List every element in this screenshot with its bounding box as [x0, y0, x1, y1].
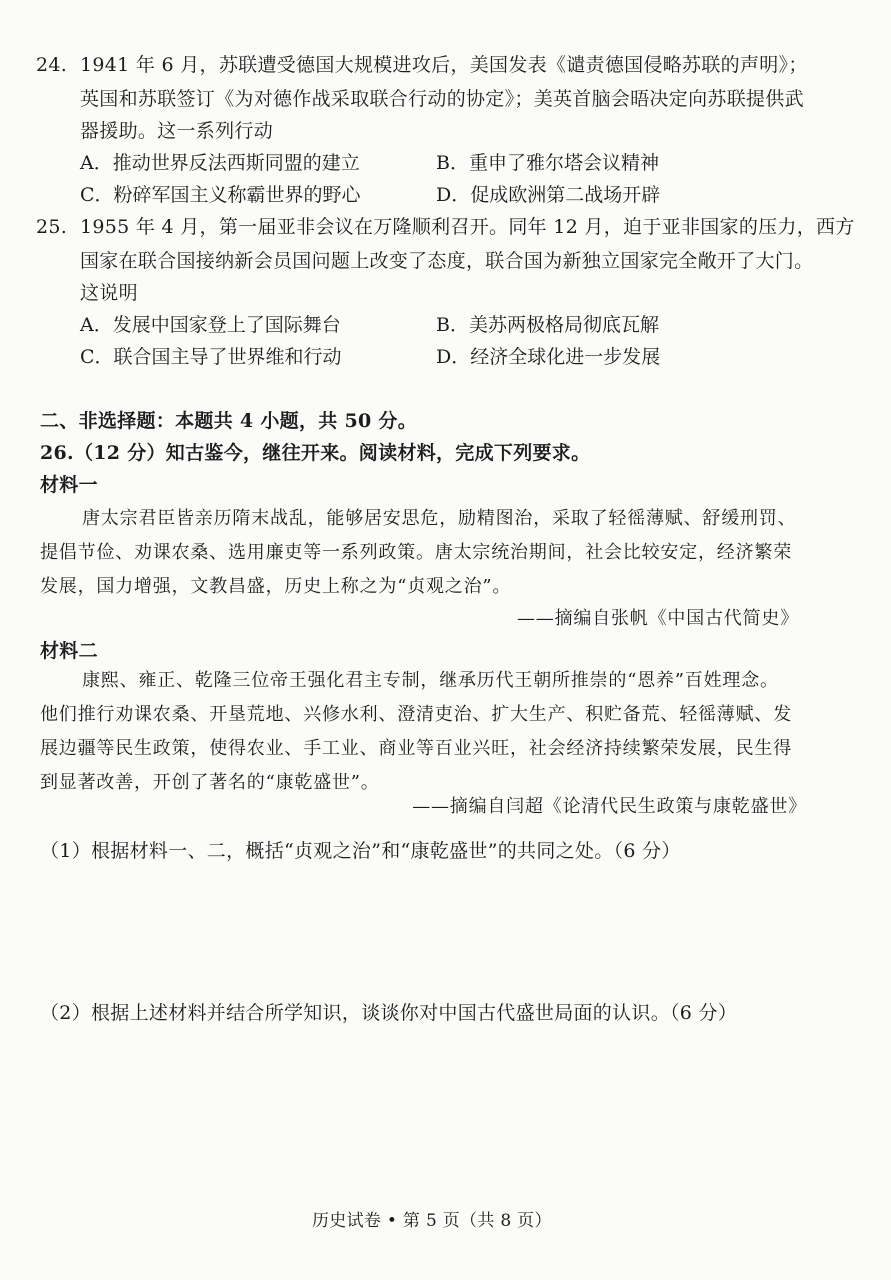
- q24-option-a: A．推动世界反法西斯同盟的建立: [80, 152, 360, 174]
- section2-heading: 二、非选择题：本题共 4 小题，共 50 分。: [40, 410, 418, 432]
- q25-number: 25.: [36, 216, 68, 238]
- q24-option-d: D．促成欧洲第二战场开辟: [436, 184, 661, 206]
- material1-line1: 唐太宗君臣皆亲历隋末战乱，能够居安思危，励精图治，采取了轻徭薄赋、舒缓刑罚、: [82, 508, 797, 529]
- material2-line4: 到显著改善，开创了著名的“康乾盛世”。: [40, 772, 380, 793]
- q25-line3: 这说明: [80, 282, 138, 304]
- material1-source: ——摘编自张帆《中国古代简史》: [517, 608, 799, 629]
- q25-option-b: B．美苏两极格局彻底瓦解: [436, 314, 659, 336]
- q26-sub1: （1）根据材料一、二，概括“贞观之治”和“康乾盛世”的共同之处。（6 分）: [40, 840, 681, 862]
- q26-intro: 26.（12 分）知古鉴今，继往开来。阅读材料，完成下列要求。: [40, 442, 591, 464]
- q26-sub2: （2）根据上述材料并结合所学知识，谈谈你对中国古代盛世局面的认识。（6 分）: [40, 1002, 738, 1024]
- material2-line2: 他们推行劝课农桑、开垦荒地、兴修水利、澄清吏治、扩大生产、积贮备荒、轻徭薄赋、发: [40, 704, 792, 725]
- q24-line1: [36, 52, 808, 78]
- q25-line1: [36, 214, 855, 240]
- material2-source: ——摘编自闫超《论清代民生政策与康乾盛世》: [412, 796, 807, 817]
- material1-line2: 提倡节俭、劝课农桑、选用廉吏等一系列政策。唐太宗统治期间，社会比较安定，经济繁荣: [40, 542, 792, 563]
- q25-text-1: 1955 年 4 月，第一届亚非会议在万隆顺利召开。同年 12 月，迫于亚非国家的压力，西方: [80, 216, 855, 238]
- q24-line2: 英国和苏联签订《为对德作战采取联合行动的协定》；美英首脑会晤决定向苏联提供武: [80, 88, 804, 110]
- q24-text-1: 1941 年 6 月，苏联遭受德国大规模进攻后，美国发表《谴责德国侵略苏联的声明》；: [80, 54, 808, 76]
- q25-option-a: A．发展中国家登上了国际舞台: [80, 314, 341, 336]
- material2-line3: 展边疆等民生政策，使得农业、手工业、商业等百业兴旺，社会经济持续繁荣发展，民生得: [40, 738, 792, 759]
- material2-line1: 康熙、雍正、乾隆三位帝王强化君主专制，继承历代王朝所推崇的“恩养”百姓理念。: [82, 670, 779, 691]
- page-footer: 历史试卷 • 第 5 页（共 8 页）: [312, 1211, 552, 1231]
- q24-option-b: B．重申了雅尔塔会议精神: [436, 152, 659, 174]
- material1-title: 材料一: [40, 474, 98, 496]
- material2-title: 材料二: [40, 640, 98, 662]
- q24-number: 24.: [36, 54, 68, 76]
- q25-option-d: D．经济全球化进一步发展: [436, 346, 661, 368]
- q24-line3: 器援助。这一系列行动: [80, 120, 274, 142]
- material1-line3: 发展，国力增强，文教昌盛，历史上称之为“贞观之治”。: [40, 576, 512, 597]
- q25-option-c: C．联合国主导了世界维和行动: [80, 346, 342, 368]
- q24-option-c: C．粉碎军国主义称霸世界的野心: [80, 184, 361, 206]
- q25-line2: 国家在联合国接纳新会员国问题上改变了态度，联合国为新独立国家完全敞开了大门。: [80, 250, 814, 272]
